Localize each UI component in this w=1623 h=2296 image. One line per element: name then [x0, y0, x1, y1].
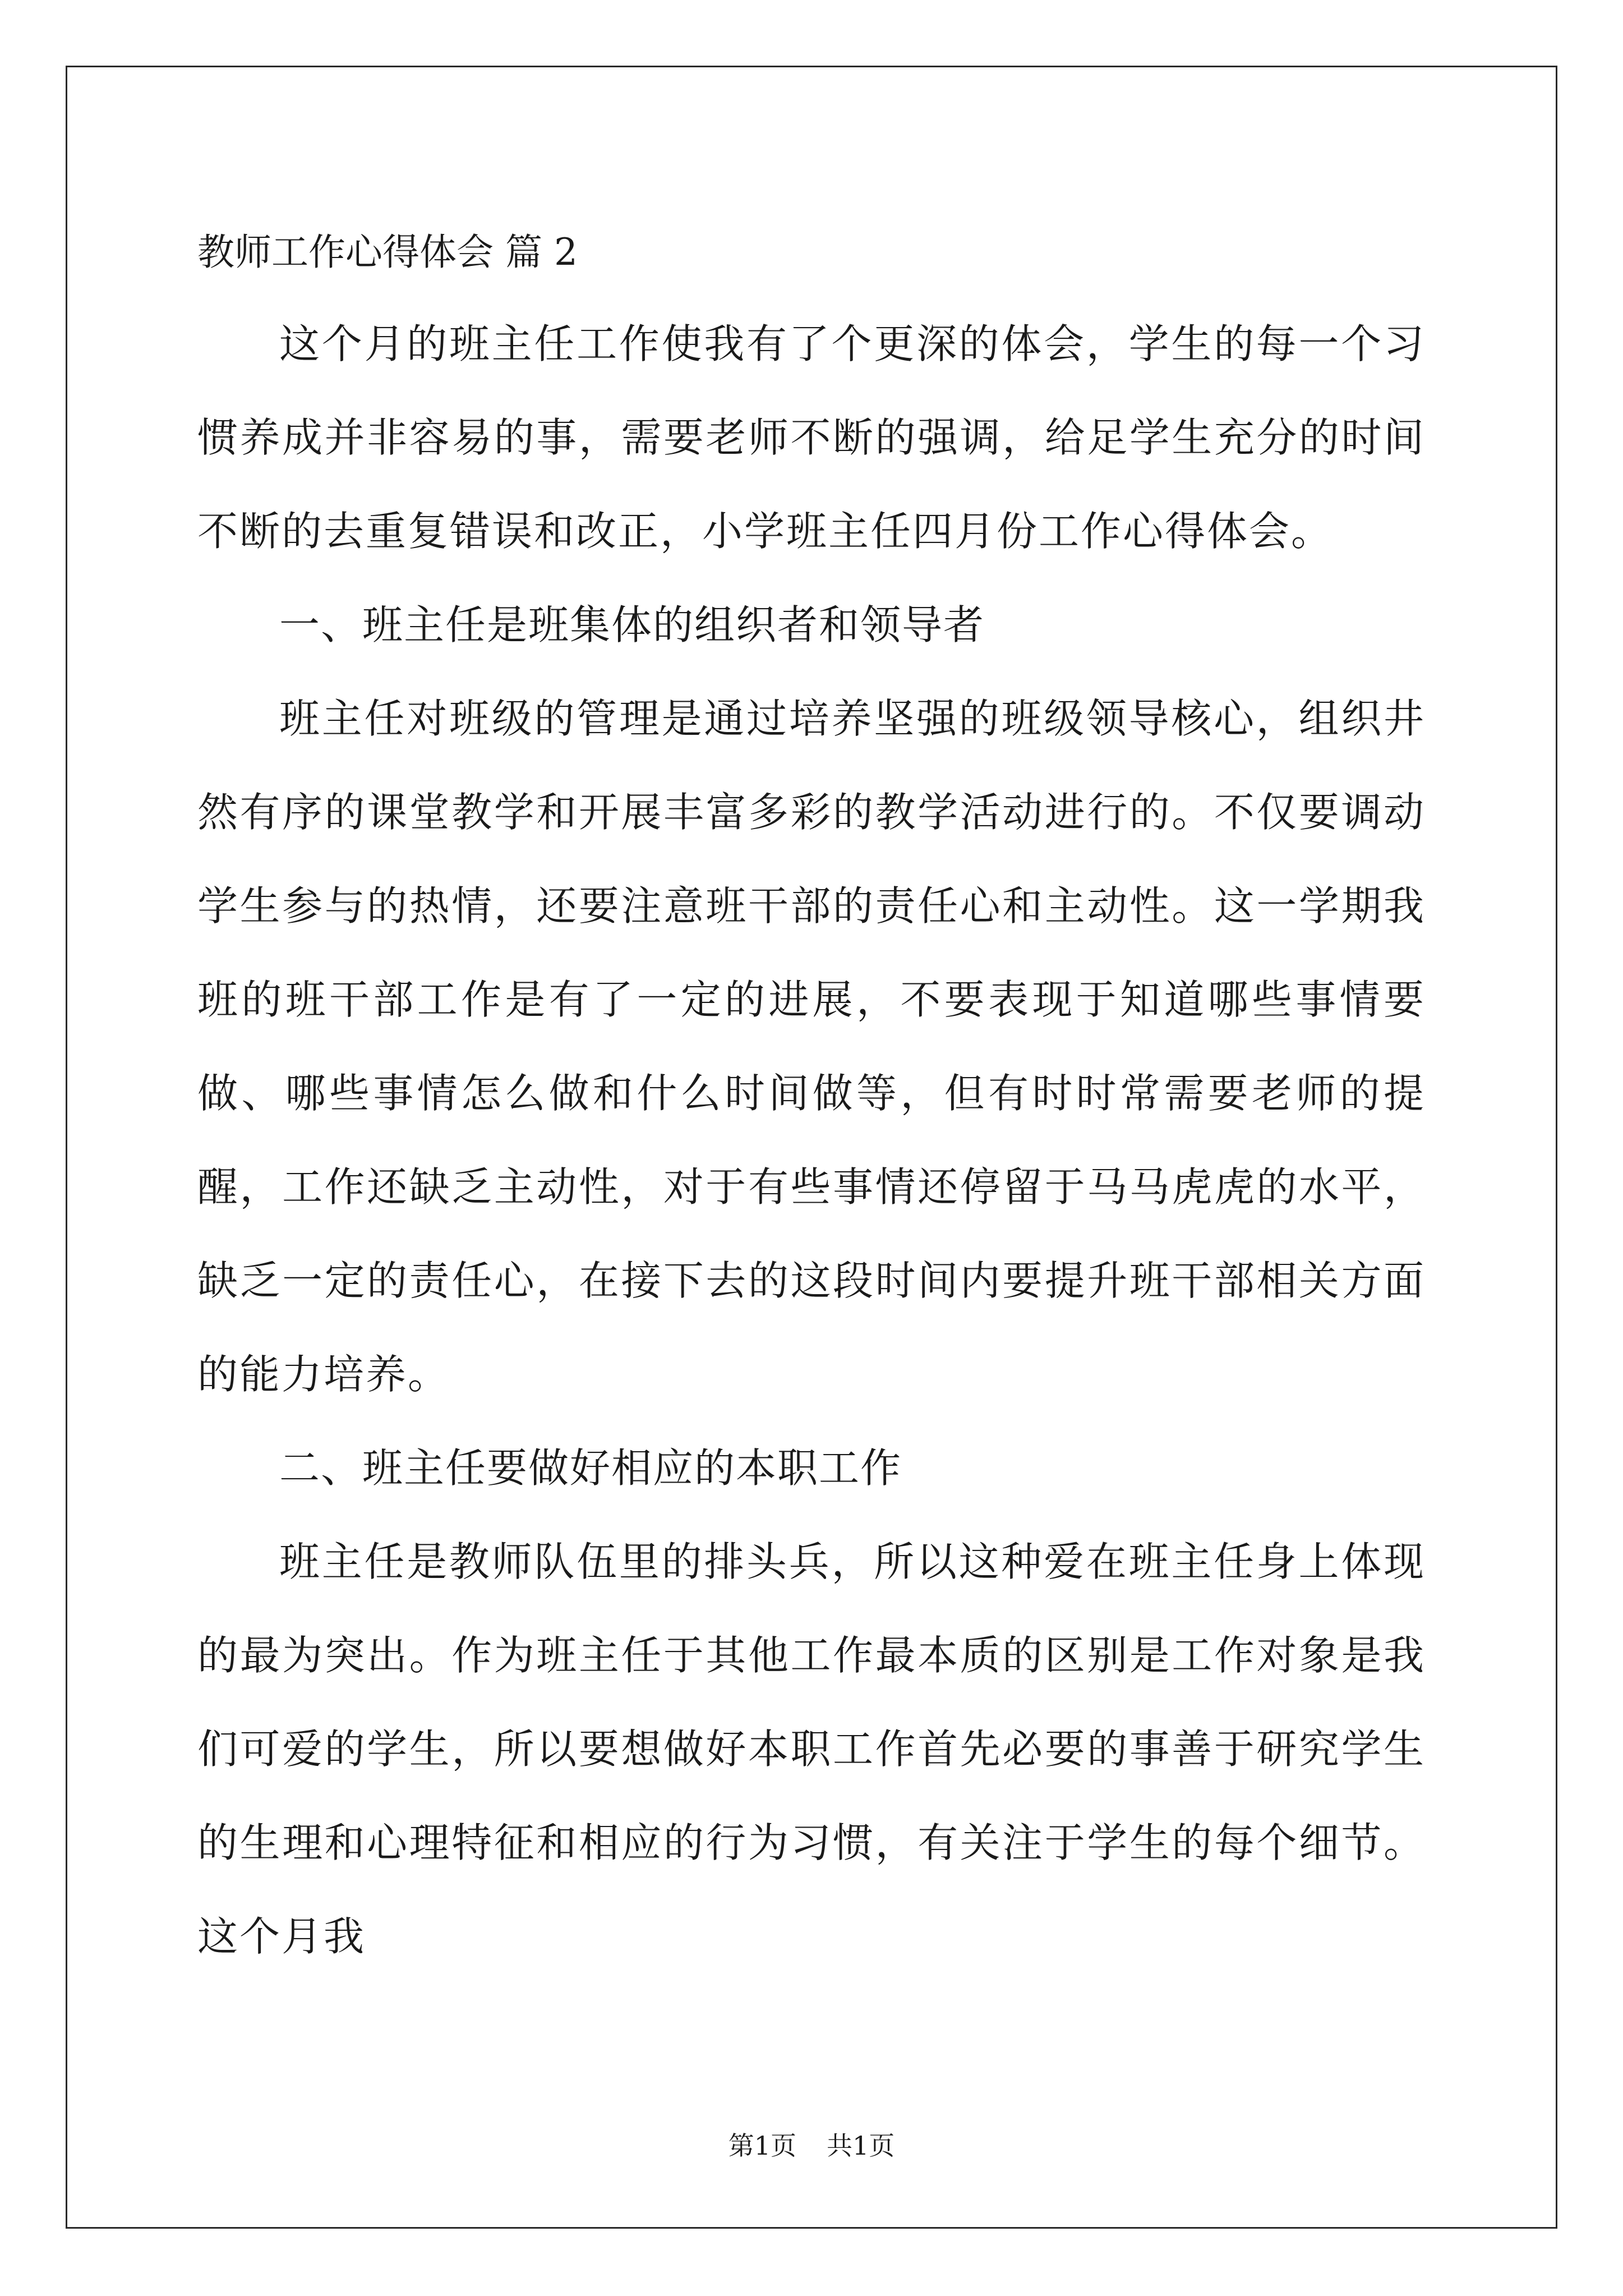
section-heading-2: 二、班主任要做好相应的本职工作: [279, 1444, 902, 1492]
paragraph-section-2: 班主任是教师队伍里的排头兵，所以这种爱在班主任身上体现的最为突出。作为班主任于其他工作最本质的区别是工作对象是我们可爱的学生，所以要想做好本职工作首先必要的事善于研究学生的生理和心理特征和相应的行为习惯，有关注于学生的每个细节。这个月我: [197, 1538, 1426, 1960]
paragraph-intro: 这个月的班主任工作使我有了个更深的体会，学生的每一个习惯养成并非容易的事，需要老师不断的强调，给足学生充分的时间不断的去重复错误和改正，小学班主任四月份工作心得体会。: [197, 320, 1426, 555]
document-title: 教师工作心得体会 篇 2: [197, 231, 578, 274]
paragraph-section-1: 班主任对班级的管理是通过培养坚强的班级领导核心，组织井然有序的课堂教学和开展丰富多彩的教学活动进行的。不仅要调动学生参与的热情，还要注意班干部的责任心和主动性。这一学期我班的班干部工作是有了一定的进展，不要表现于知道哪些事情要做、哪些事情怎么做和什么时间做等，但有时时常需要老师的提醒，工作还缺乏主动性，对于有些事情还停留于马马虎虎的水平，缺乏一定的责任心，在接下去的这段时间内要提升班干部相关方面的能力培养。: [197, 695, 1426, 1398]
page-number-current: 第1页: [728, 2131, 796, 2161]
section-heading-1: 一、班主任是班集体的组织者和领导者: [279, 601, 985, 648]
page-number-total: 共1页: [827, 2131, 895, 2161]
page-footer: [0, 2129, 1623, 2162]
document-body: [197, 208, 1426, 1984]
